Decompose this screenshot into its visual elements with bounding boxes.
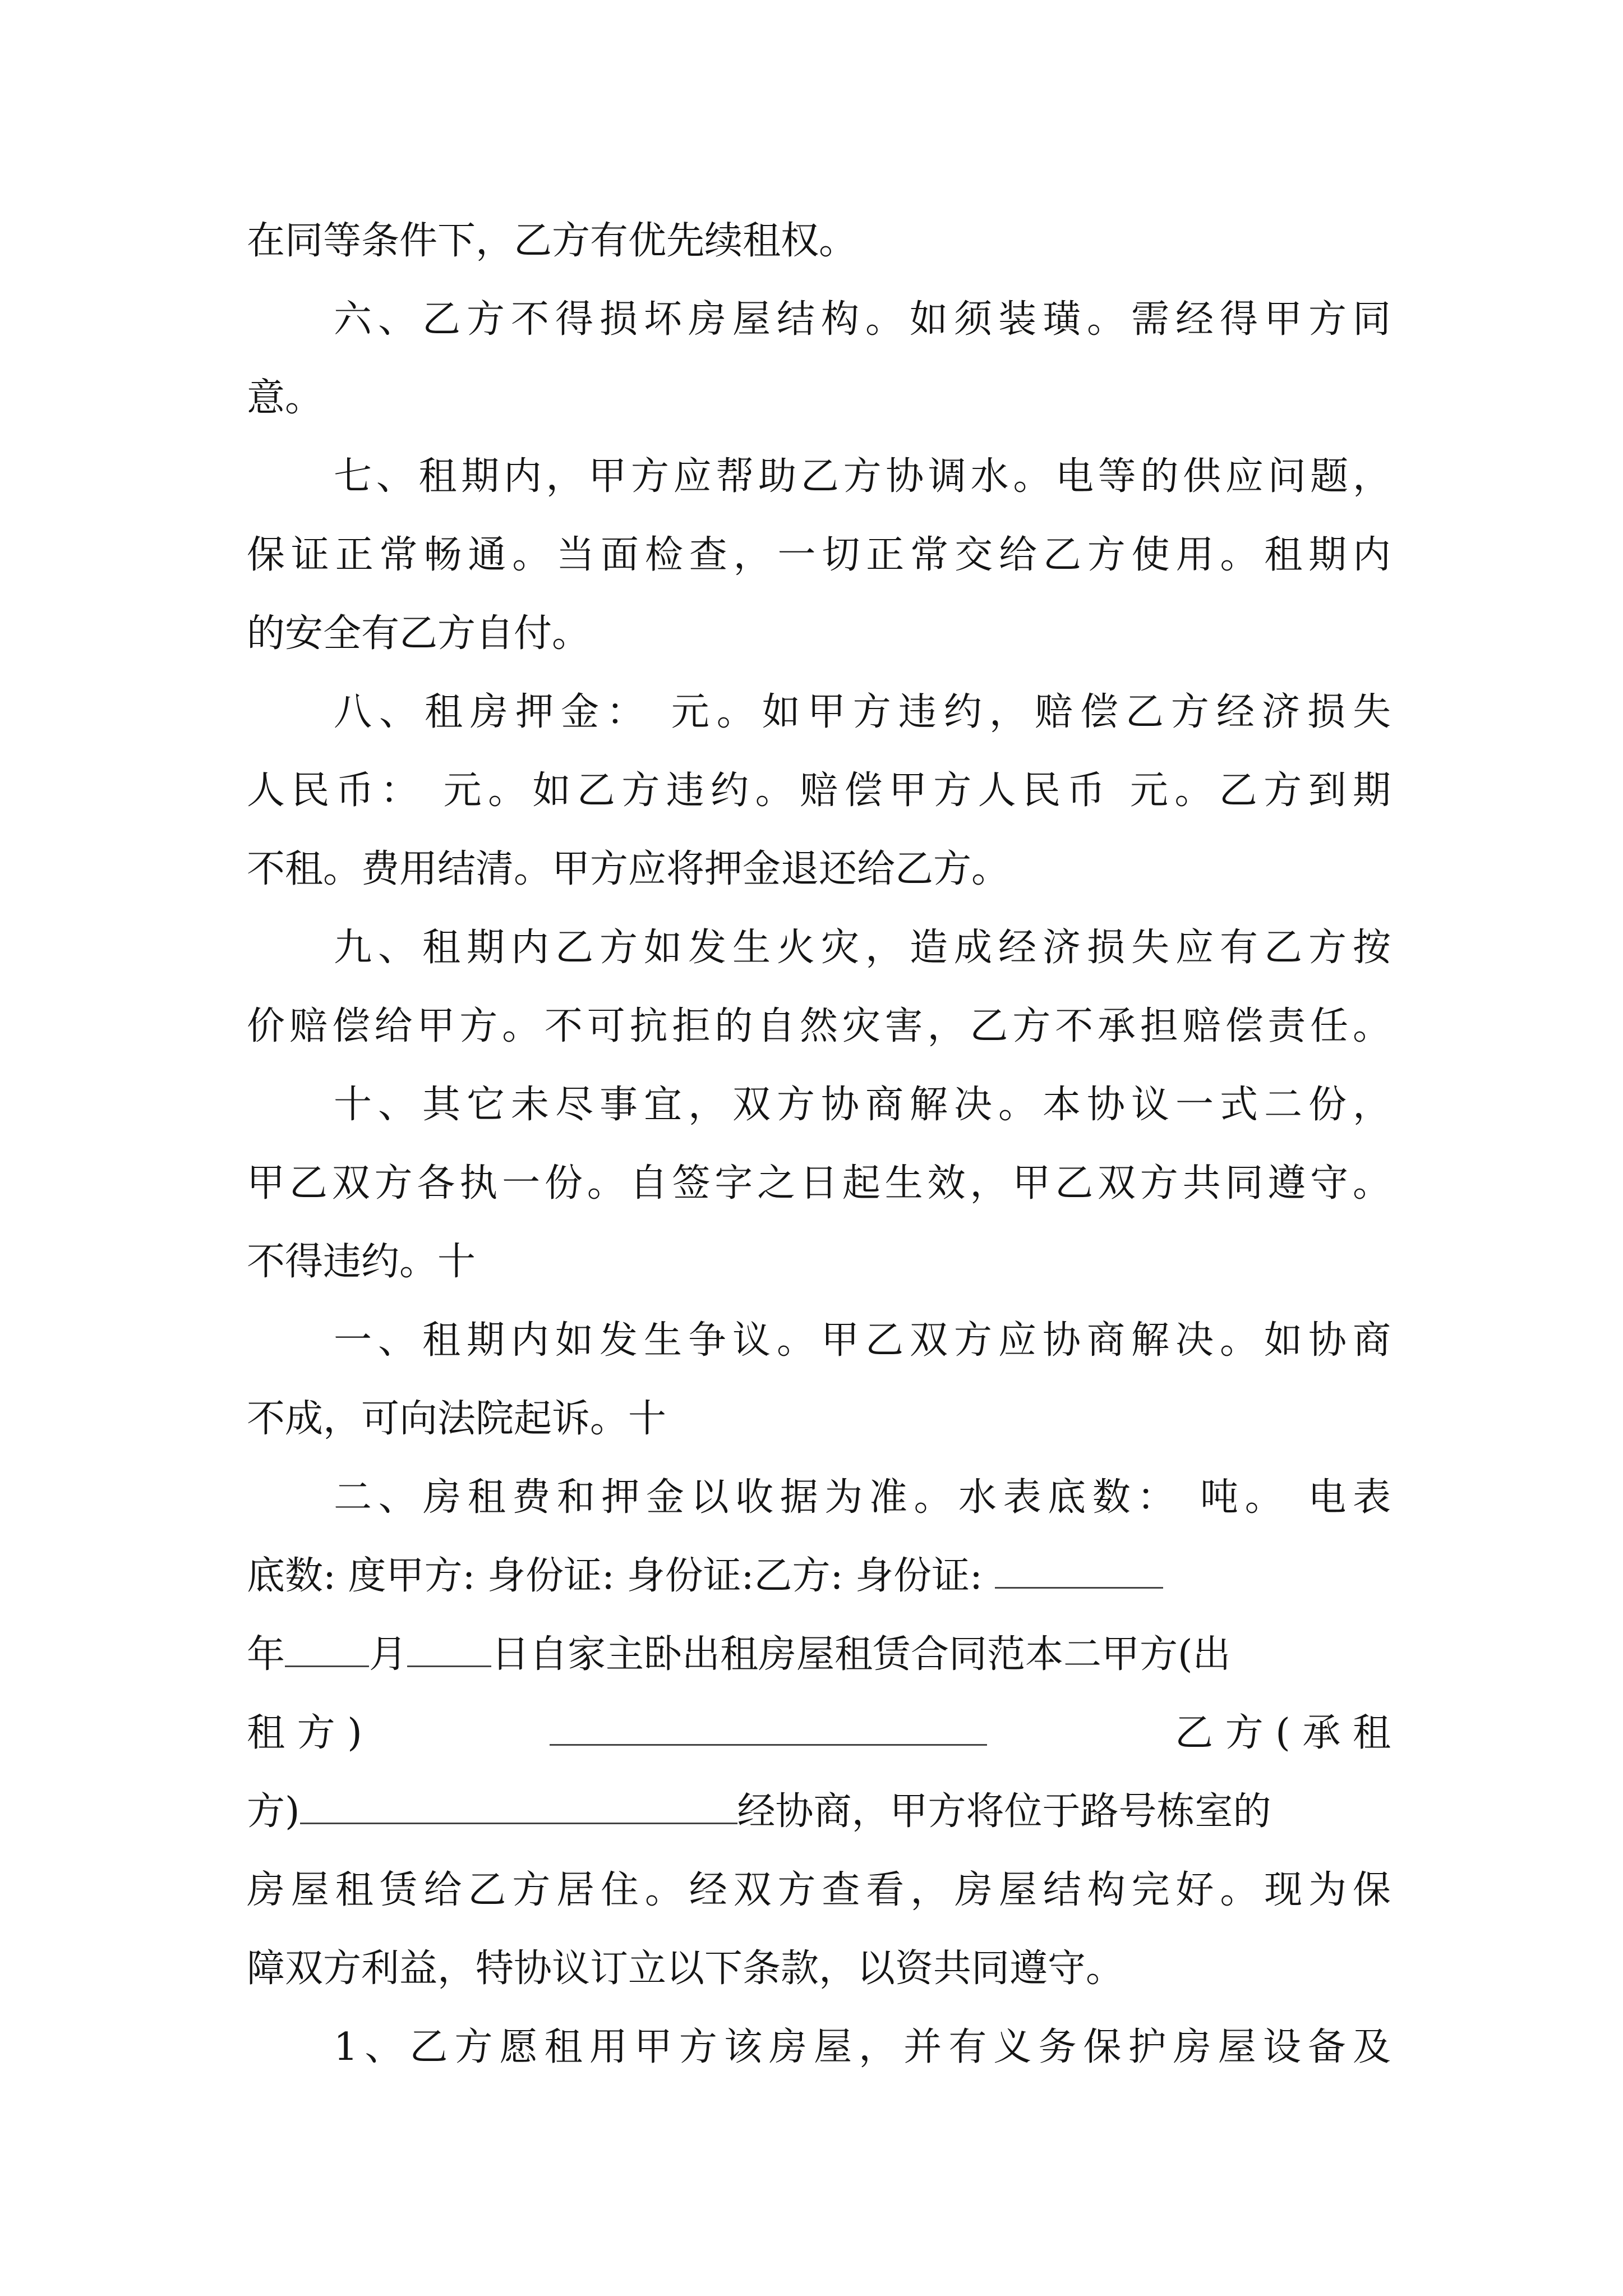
lessee-line — [247, 1773, 1391, 1851]
text-line: 九、租期内乙方如发生火灾，造成经济损失应有乙方按 — [334, 926, 1391, 970]
text-line: 价赔偿给甲方。不可抗拒的自然灾害，乙方不承担赔偿责任。 — [247, 1004, 1391, 1048]
text-line: 八、租房押金： 元。如甲方违约，赔偿乙方经济损失 — [334, 690, 1391, 734]
text-line: 在同等条件下，乙方有优先续租权。 — [247, 219, 857, 263]
year-label: 年 — [247, 1632, 285, 1677]
text-line: 七、租期内，甲方应帮助乙方协调水。电等的供应问题， — [334, 454, 1391, 499]
text-line: 一、租期内如发生争议。甲乙双方应协商解决。如协商 — [334, 1318, 1391, 1363]
lessor-line — [247, 1694, 1391, 1773]
text-line: 意。 — [247, 376, 324, 420]
text-line: 人民币： 元。如乙方违约。赔偿甲方人民币 元。乙方到期 — [247, 769, 1391, 813]
text-line: 障双方利益，特协议订立以下条款，以资共同遵守。 — [247, 1947, 1124, 1991]
lessee-blank — [300, 1791, 737, 1824]
text-line: 不得违约。十 — [247, 1240, 476, 1284]
text-segment: 底数: 度甲方: 身份证: 身份证:乙方: 身份证: — [247, 1554, 983, 1598]
text-line — [247, 1537, 1391, 1616]
date-line — [247, 1616, 1391, 1694]
month-label: 月 — [369, 1632, 408, 1677]
text-segment: 日自家主卧出租房屋租赁合同范本二甲方(出 — [491, 1632, 1231, 1677]
text-line: 十、其它未尽事宜，双方协商解决。本协议一式二份， — [334, 1083, 1391, 1127]
text-line: 的安全有乙方自付。 — [247, 611, 591, 656]
text-line: 保证正常畅通。当面检查，一切正常交给乙方使用。租期内 — [247, 533, 1391, 577]
text-line: 不租。费用结清。甲方应将押金退还给乙方。 — [247, 847, 1010, 891]
text-line: 房屋租赁给乙方居住。经双方查看，房屋结构完好。现为保 — [247, 1868, 1391, 1912]
text-line: 1、乙方愿租用甲方该房屋，并有义务保护房屋设备及 — [334, 2025, 1391, 2069]
lessor-blank — [550, 1713, 987, 1746]
text-line: 不成，可向法院起诉。十 — [247, 1397, 667, 1441]
lessor-label: 租 方 ) — [247, 1711, 362, 1755]
text-line: 二、房租费和押金以收据为准。水表底数： 吨。 电表 — [334, 1475, 1391, 1520]
lessee-label-end: 方) — [247, 1789, 300, 1834]
text-segment: 经协商，甲方将位于路号栋室的 — [737, 1789, 1271, 1834]
text-line: 六、乙方不得损坏房屋结构。如须装璜。需经得甲方同 — [334, 297, 1391, 342]
fill-blank — [995, 1556, 1163, 1589]
text-line: 甲乙双方各执一份。自签字之日起生效，甲乙双方共同遵守。 — [247, 1161, 1391, 1205]
year-blank — [285, 1634, 369, 1667]
lessee-label: 乙 方 ( 承 租 — [1174, 1711, 1391, 1755]
day-blank — [407, 1634, 491, 1667]
